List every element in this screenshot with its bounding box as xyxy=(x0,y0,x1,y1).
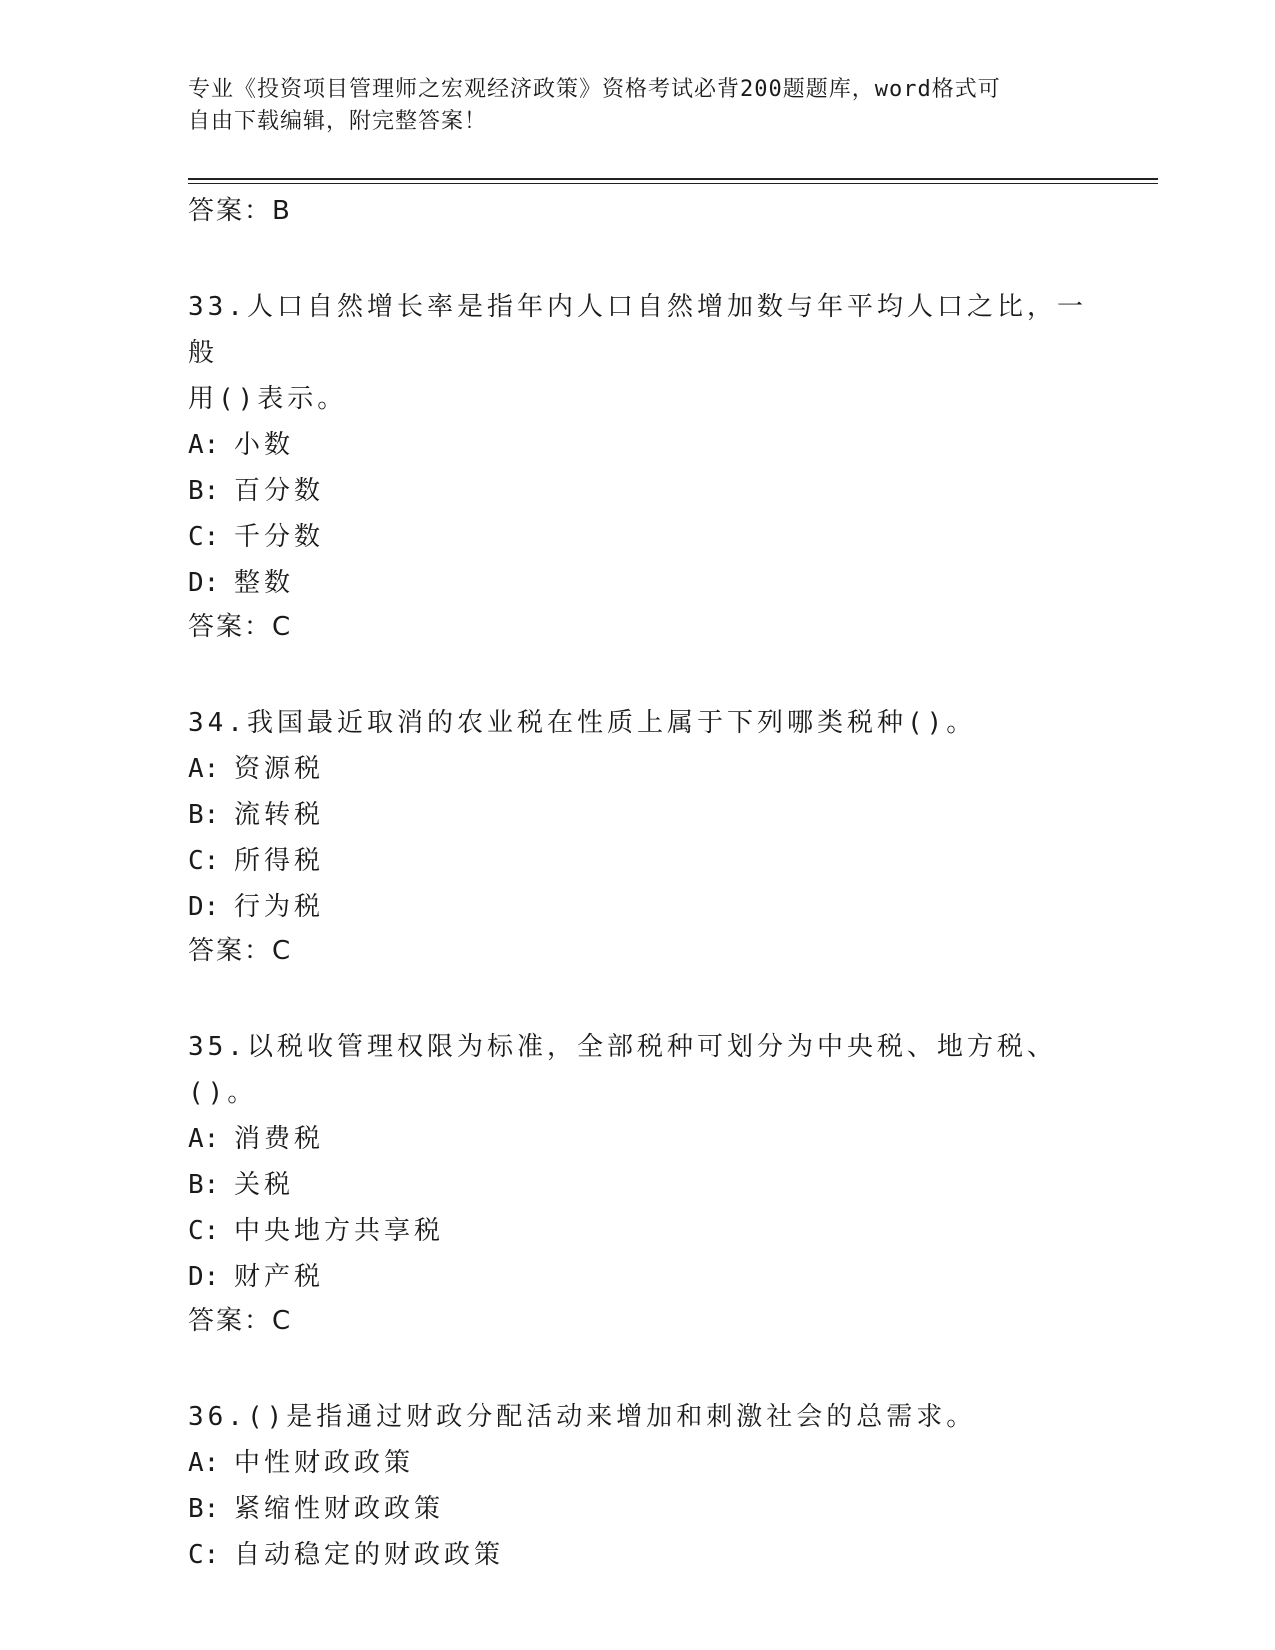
question-33-answer: 答案：C xyxy=(188,612,293,642)
header-divider xyxy=(188,178,1158,184)
question-36 xyxy=(188,1394,1088,1578)
question-35-answer: 答案：C xyxy=(188,1306,293,1336)
header-line-2: 自由下载编辑，附完整答案！ xyxy=(188,109,488,134)
question-35-option-b: B: 关税 xyxy=(188,1170,295,1200)
question-34-answer: 答案：C xyxy=(188,936,293,966)
question-33-text-line-2: 用()表示。 xyxy=(188,384,348,414)
question-36-text: 36.()是指通过财政分配活动来增加和刺激社会的总需求。 xyxy=(188,1402,977,1432)
document-body xyxy=(188,190,1088,1578)
header-line-1: 专业《投资项目管理师之宏观经济政策》资格考试必背200题题库，word格式可 xyxy=(188,77,1001,102)
question-33-text-line-1: 33.人口自然增长率是指年内人口自然增加数与年平均人口之比，一般 xyxy=(188,292,1087,368)
question-34-option-d: D: 行为税 xyxy=(188,892,325,922)
question-34-option-a: A: 资源税 xyxy=(188,754,325,784)
question-35-option-d: D: 财产税 xyxy=(188,1262,325,1292)
question-34 xyxy=(188,700,1088,976)
question-34-text: 34.我国最近取消的农业税在性质上属于下列哪类税种()。 xyxy=(188,708,977,738)
question-35 xyxy=(188,1024,1088,1346)
question-36-option-b: B: 紧缩性财政政策 xyxy=(188,1494,445,1524)
question-34-option-b: B: 流转税 xyxy=(188,800,325,830)
question-33-option-a: A: 小数 xyxy=(188,430,295,460)
question-35-text: 35.以税收管理权限为标准，全部税种可划分为中央税、地方税、()。 xyxy=(188,1032,1057,1108)
question-36-option-c: C: 自动稳定的财政政策 xyxy=(188,1540,505,1570)
answer-prev: 答案：B xyxy=(188,196,292,226)
question-33-option-c: C: 千分数 xyxy=(188,522,325,552)
question-33-option-b: B: 百分数 xyxy=(188,476,325,506)
question-36-option-a: A: 中性财政政策 xyxy=(188,1448,415,1478)
question-34-option-c: C: 所得税 xyxy=(188,846,325,876)
question-35-option-a: A: 消费税 xyxy=(188,1124,325,1154)
question-33-option-d: D: 整数 xyxy=(188,568,295,598)
question-33 xyxy=(188,284,1088,652)
question-35-option-c: C: 中央地方共享税 xyxy=(188,1216,445,1246)
document-header xyxy=(188,74,1068,138)
